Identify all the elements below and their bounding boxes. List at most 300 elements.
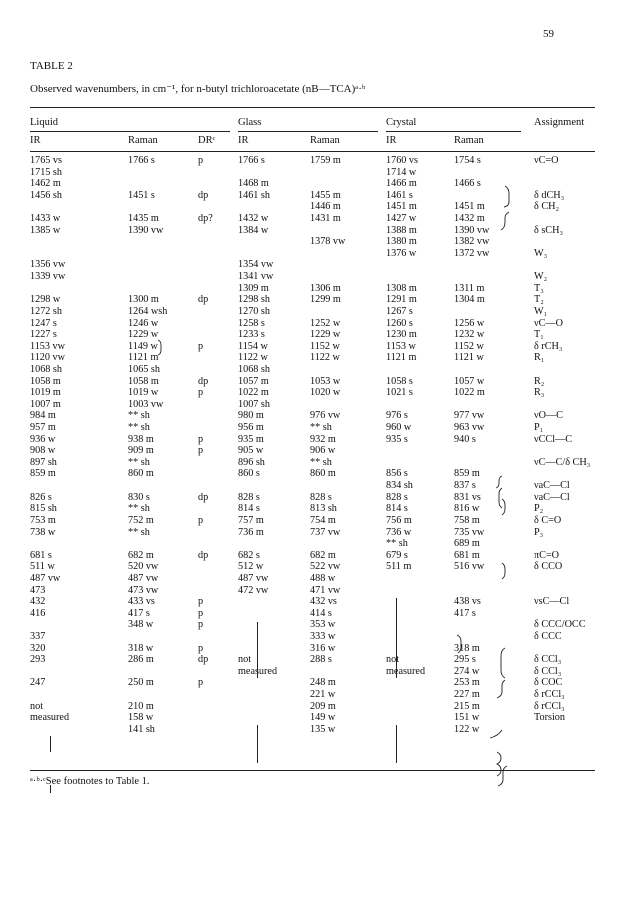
cell-glass-raman: 471 vw <box>310 584 341 596</box>
table-row <box>0 515 624 527</box>
bottom-rule <box>30 770 595 771</box>
brace-torsion <box>498 766 507 786</box>
table-row <box>0 376 624 388</box>
cell-glass-ir: 1461 sh <box>238 189 270 201</box>
cell-assignment: δ sCH₃ <box>534 224 564 236</box>
cell-crystal-raman: 516 vw <box>454 561 485 573</box>
cell-glass-ir: 757 m <box>238 514 264 526</box>
col-liquid-ir: IR <box>30 135 41 146</box>
table-row <box>0 283 624 295</box>
cell-assignment: νC=O <box>534 155 559 166</box>
cell-liquid-raman: 473 vw <box>128 584 159 596</box>
table-row <box>0 643 624 655</box>
header-rule <box>30 151 595 152</box>
cell-crystal-raman: 438 vs <box>454 596 481 608</box>
cell-glass-ir: 1298 sh <box>238 294 270 306</box>
cell-crystal-raman: 274 w <box>454 665 480 677</box>
table-row <box>0 213 624 225</box>
cell-glass-raman: 1306 m <box>310 282 341 294</box>
cell-liquid-ir: 511 w <box>30 561 55 573</box>
cell-liquid-raman: 682 m <box>128 549 154 561</box>
col-liquid-raman: Raman <box>128 135 158 146</box>
cell-liquid-raman: 1300 m <box>128 294 159 306</box>
cell-crystal-ir: 834 sh <box>386 480 413 492</box>
cell-assignment: R₃ <box>534 387 545 399</box>
table-caption: Observed wavenumbers, in cm⁻¹, for n-butyl trichloroacetate (nB—TCA)ᵃ·ᵇ <box>30 83 366 95</box>
cell-crystal-raman: 977 vw <box>454 410 485 422</box>
cell-liquid-raman: 1264 wsh <box>128 305 168 317</box>
cell-liquid-ir: 859 m <box>30 468 56 480</box>
cell-liquid-dr: p <box>198 340 204 352</box>
cell-assignment: δ CCC/OCC <box>534 619 586 631</box>
cell-liquid-ir: 247 <box>30 677 46 689</box>
cell-liquid-ir: 1058 m <box>30 375 61 387</box>
cell-crystal-ir: 1760 vs <box>386 155 418 166</box>
cell-liquid-ir: 1356 vw <box>30 259 66 271</box>
cell-glass-raman: 1053 w <box>310 375 341 387</box>
cell-liquid-dr: dp <box>198 654 209 666</box>
table-row <box>0 329 624 341</box>
cell-crystal-ir: ** sh <box>386 538 408 550</box>
cell-liquid-dr: p <box>198 155 204 166</box>
cell-assignment: T₃ <box>534 282 544 294</box>
table-row <box>0 190 624 202</box>
cell-glass-ir: 512 w <box>238 561 264 573</box>
cell-glass-raman: 976 vw <box>310 410 341 422</box>
cell-liquid-raman: 830 s <box>128 491 150 503</box>
cell-glass-ir: measured <box>238 665 278 677</box>
table-row <box>0 341 624 353</box>
cell-crystal-ir: 1153 w <box>386 340 416 352</box>
cell-crystal-ir: 976 s <box>386 410 408 422</box>
table-row <box>0 468 624 480</box>
cell-glass-ir: 828 s <box>238 491 260 503</box>
vline-crystal-ir <box>396 598 397 678</box>
cell-glass-raman: ** sh <box>310 456 332 468</box>
cell-crystal-raman: 735 vw <box>454 526 485 538</box>
cell-liquid-ir: 681 s <box>30 549 52 561</box>
cell-crystal-ir: 1376 w <box>386 247 417 259</box>
table-row <box>0 248 624 260</box>
cell-liquid-raman: 286 m <box>128 654 154 666</box>
table-row <box>0 434 624 446</box>
cell-glass-raman: 1152 w <box>310 340 340 352</box>
vline-glass-ir <box>257 622 258 678</box>
cell-crystal-ir: 1461 s <box>386 189 413 201</box>
cell-crystal-ir: 1121 m <box>386 352 417 364</box>
cell-crystal-ir: 511 m <box>386 561 412 573</box>
cell-crystal-raman: 122 w <box>454 723 480 735</box>
cell-crystal-raman: 1311 m <box>454 282 485 294</box>
cell-glass-raman: 1252 w <box>310 317 341 329</box>
table-row <box>0 364 624 376</box>
cell-crystal-raman: 681 m <box>454 549 480 561</box>
cell-liquid-dr: p <box>198 433 204 445</box>
cell-glass-raman: ** sh <box>310 422 332 434</box>
cell-crystal-ir: 935 s <box>386 433 408 445</box>
cell-assignment: δ CCl₃ <box>534 665 562 677</box>
cell-glass-raman: 828 s <box>310 491 332 503</box>
cell-assignment: νsC—Cl <box>534 596 570 608</box>
cell-liquid-dr: p <box>198 445 204 457</box>
cell-liquid-ir: 337 <box>30 630 46 642</box>
table-row <box>0 492 624 504</box>
table-row <box>0 689 624 701</box>
table-row <box>0 306 624 318</box>
cell-crystal-raman: 215 m <box>454 700 480 712</box>
cell-liquid-raman: ** sh <box>128 503 150 515</box>
cell-crystal-raman: 689 m <box>454 538 480 550</box>
cell-crystal-raman: 1382 vw <box>454 236 490 248</box>
cell-liquid-ir: 936 w <box>30 433 56 445</box>
cell-liquid-raman: ** sh <box>128 456 150 468</box>
table-row <box>0 550 624 562</box>
table-row <box>0 608 624 620</box>
table-row <box>0 167 624 179</box>
cell-crystal-ir: 1427 w <box>386 213 417 225</box>
vline-glass-ir-lower <box>257 725 258 763</box>
cell-crystal-raman: 1232 w <box>454 329 485 341</box>
top-rule <box>30 107 595 108</box>
table-row <box>0 724 624 736</box>
cell-crystal-ir: measured <box>386 665 426 677</box>
vline-crystal-ir-lower <box>396 725 397 763</box>
col-glass-ir: IR <box>238 135 249 146</box>
cell-crystal-ir: 1021 s <box>386 387 413 399</box>
table-row <box>0 585 624 597</box>
cell-crystal-raman: 1152 w <box>454 340 484 352</box>
cell-crystal-ir: 856 s <box>386 468 408 480</box>
table-row <box>0 236 624 248</box>
cell-assignment: νC—O <box>534 317 563 329</box>
cell-crystal-ir: 736 w <box>386 526 412 538</box>
table-body <box>0 155 624 735</box>
cell-assignment: P₂ <box>534 503 544 515</box>
col-liquid-dr: DRᶜ <box>198 135 216 146</box>
group-crystal: Crystal <box>386 117 417 128</box>
cell-assignment: νaC—Cl <box>534 491 570 503</box>
cell-assignment: R₁ <box>534 352 545 364</box>
cell-assignment: δ dCH₃ <box>534 189 565 201</box>
cell-liquid-ir: 487 vw <box>30 572 61 584</box>
cell-assignment: νO—C <box>534 410 563 422</box>
cell-glass-raman: 932 m <box>310 433 336 445</box>
table-row <box>0 259 624 271</box>
cell-liquid-ir: 1385 w <box>30 224 61 236</box>
cell-liquid-ir: not <box>30 700 44 712</box>
table-row <box>0 294 624 306</box>
cell-liquid-ir: 1715 sh <box>30 166 62 178</box>
cell-glass-ir: 1022 m <box>238 387 269 399</box>
cell-assignment: R₂ <box>534 375 545 387</box>
cell-glass-ir: 1432 w <box>238 213 269 225</box>
cell-glass-ir: 860 s <box>238 468 260 480</box>
cell-crystal-raman: 1256 w <box>454 317 485 329</box>
cell-liquid-ir: 815 sh <box>30 503 57 515</box>
cell-glass-raman: 432 vs <box>310 596 337 608</box>
cell-liquid-dr: dp <box>198 375 209 387</box>
cell-glass-raman: 1759 m <box>310 155 341 166</box>
group-glass: Glass <box>238 117 262 128</box>
cell-crystal-ir: 1380 m <box>386 236 417 248</box>
cell-liquid-ir: 416 <box>30 607 46 619</box>
cell-glass-raman: 248 m <box>310 677 336 689</box>
cell-liquid-ir: 908 w <box>30 445 56 457</box>
col-crystal-ir: IR <box>386 135 397 146</box>
cell-liquid-raman: ** sh <box>128 526 150 538</box>
cell-crystal-ir: 1451 m <box>386 201 417 213</box>
table-row <box>0 178 624 190</box>
cell-liquid-dr: p <box>198 514 204 526</box>
cell-crystal-ir: 1230 m <box>386 329 417 341</box>
cell-liquid-ir: 984 m <box>30 410 56 422</box>
cell-liquid-dr: dp <box>198 189 209 201</box>
table-row <box>0 480 624 492</box>
table-footnote: ᵃ·ᵇ·ᶜSee footnotes to Table 1. <box>30 776 150 787</box>
cell-liquid-raman: 1065 sh <box>128 363 160 375</box>
cell-glass-raman: 149 w <box>310 712 336 724</box>
page-number: 59 <box>543 28 554 40</box>
cell-glass-raman: 682 m <box>310 549 336 561</box>
cell-liquid-dr: p <box>198 387 204 399</box>
cell-glass-raman: 1020 w <box>310 387 341 399</box>
cell-assignment: δ CCl₃ <box>534 654 562 666</box>
cell-glass-raman: 1229 w <box>310 329 341 341</box>
cell-glass-ir: 1057 m <box>238 375 269 387</box>
cell-liquid-raman: 1121 m <box>128 352 159 364</box>
cell-glass-raman: 1431 m <box>310 213 341 225</box>
cell-liquid-raman: ** sh <box>128 422 150 434</box>
cell-crystal-raman: 1390 vw <box>454 224 490 236</box>
cell-assignment: T₁ <box>534 329 544 341</box>
table-row <box>0 318 624 330</box>
cell-liquid-dr: p <box>198 677 204 689</box>
cell-crystal-ir: 828 s <box>386 491 408 503</box>
table-row <box>0 654 624 666</box>
cell-glass-ir: 1007 sh <box>238 398 270 410</box>
cell-crystal-ir: 1308 m <box>386 282 417 294</box>
cell-liquid-ir: 1433 w <box>30 213 61 225</box>
table-row <box>0 352 624 364</box>
cell-crystal-raman: 1372 vw <box>454 247 490 259</box>
cell-liquid-raman: 1019 w <box>128 387 159 399</box>
cell-glass-raman: 221 w <box>310 689 336 701</box>
cell-liquid-ir: 320 <box>30 642 46 654</box>
cell-liquid-raman: 520 vw <box>128 561 159 573</box>
cell-liquid-raman: 318 w <box>128 642 154 654</box>
cell-liquid-ir: 1339 vw <box>30 271 66 283</box>
cell-liquid-raman: 1435 m <box>128 213 159 225</box>
cell-glass-ir: 1468 m <box>238 178 269 190</box>
cell-assignment: W₃ <box>534 247 548 259</box>
cell-glass-raman: 333 w <box>310 630 336 642</box>
cell-assignment: P₃ <box>534 526 544 538</box>
cell-glass-raman: 288 s <box>310 654 332 666</box>
cell-crystal-raman: 1121 w <box>454 352 484 364</box>
table-row <box>0 445 624 457</box>
cell-liquid-raman: 1003 vw <box>128 398 164 410</box>
table-row <box>0 561 624 573</box>
cell-glass-raman: 209 m <box>310 700 336 712</box>
cell-crystal-raman: 859 m <box>454 468 480 480</box>
cell-liquid-raman: 1246 w <box>128 317 159 329</box>
cell-glass-ir: 1354 vw <box>238 259 274 271</box>
cell-liquid-dr: p <box>198 607 204 619</box>
cell-assignment: Torsion <box>534 712 565 724</box>
cell-liquid-dr: dp? <box>198 213 213 225</box>
cell-liquid-dr: p <box>198 596 204 608</box>
cell-liquid-raman: 1390 vw <box>128 224 164 236</box>
cell-glass-raman: 522 vw <box>310 561 341 573</box>
table-row <box>0 422 624 434</box>
vline-liquid-ir <box>50 736 51 752</box>
table-row <box>0 410 624 422</box>
cell-glass-ir: 472 vw <box>238 584 269 596</box>
cell-assignment: δ rCH₃ <box>534 340 563 352</box>
cell-glass-ir: 487 vw <box>238 572 269 584</box>
table-row <box>0 503 624 515</box>
cell-liquid-raman: 860 m <box>128 468 154 480</box>
cell-liquid-ir: 738 w <box>30 526 56 538</box>
table-row <box>0 677 624 689</box>
cell-assignment: δ CCO <box>534 561 563 573</box>
cell-crystal-ir: 1058 s <box>386 375 413 387</box>
cell-liquid-ir: 1247 s <box>30 317 57 329</box>
cell-crystal-ir: 1291 m <box>386 294 417 306</box>
cell-glass-ir: 682 s <box>238 549 260 561</box>
cell-glass-ir: 896 sh <box>238 456 265 468</box>
cell-crystal-ir: 756 m <box>386 514 412 526</box>
cell-crystal-raman: 227 m <box>454 689 480 701</box>
cell-glass-raman: 813 sh <box>310 503 337 515</box>
cell-glass-raman: 906 w <box>310 445 336 457</box>
cell-glass-ir: 1258 s <box>238 317 265 329</box>
cell-liquid-raman: 909 m <box>128 445 154 457</box>
cell-assignment: δ CCC <box>534 630 562 642</box>
cell-liquid-dr: dp <box>198 491 209 503</box>
cell-crystal-ir: not <box>386 654 400 666</box>
cell-glass-ir: 1766 s <box>238 155 265 166</box>
cell-liquid-ir: 1456 sh <box>30 189 62 201</box>
table-row <box>0 387 624 399</box>
cell-crystal-raman: 758 m <box>454 514 480 526</box>
cell-crystal-raman: 963 vw <box>454 422 485 434</box>
cell-crystal-raman: 318 m <box>454 642 480 654</box>
cell-assignment: δ COC <box>534 677 563 689</box>
cell-crystal-raman: 816 w <box>454 503 480 515</box>
cell-liquid-ir: 1007 m <box>30 398 61 410</box>
cell-liquid-ir: 897 sh <box>30 456 57 468</box>
cell-crystal-raman: 1432 m <box>454 213 485 225</box>
cell-liquid-raman: 1766 s <box>128 155 155 166</box>
cell-liquid-ir: 957 m <box>30 422 56 434</box>
cell-crystal-ir: 960 w <box>386 422 412 434</box>
table-row <box>0 527 624 539</box>
cell-crystal-raman: 1022 m <box>454 387 485 399</box>
cell-liquid-dr: p <box>198 642 204 654</box>
cell-glass-raman: 1446 m <box>310 201 341 213</box>
cell-assignment: νaC—Cl <box>534 480 570 492</box>
cell-crystal-raman: 295 s <box>454 654 476 666</box>
cell-crystal-raman: 1057 w <box>454 375 485 387</box>
cell-crystal-ir: 1466 m <box>386 178 417 190</box>
cell-liquid-ir: 432 <box>30 596 46 608</box>
cell-glass-ir: 1154 w <box>238 340 268 352</box>
cell-crystal-ir: 1267 s <box>386 305 413 317</box>
cell-crystal-raman: 253 m <box>454 677 480 689</box>
cell-liquid-raman: 938 m <box>128 433 154 445</box>
table-label: TABLE 2 <box>30 60 73 72</box>
cell-glass-ir: 980 m <box>238 410 264 422</box>
cell-glass-raman: 488 w <box>310 572 336 584</box>
cell-glass-raman: 860 m <box>310 468 336 480</box>
cell-liquid-ir: 1019 m <box>30 387 61 399</box>
cell-liquid-dr: dp <box>198 294 209 306</box>
col-crystal-raman: Raman <box>454 135 484 146</box>
cell-glass-raman: 754 m <box>310 514 336 526</box>
cell-crystal-ir: 1388 m <box>386 224 417 236</box>
cell-glass-ir: 956 m <box>238 422 264 434</box>
table-row <box>0 271 624 283</box>
cell-glass-ir: 935 m <box>238 433 264 445</box>
cell-assignment: δ CH₂ <box>534 201 560 213</box>
cell-glass-raman: 414 s <box>310 607 332 619</box>
cell-crystal-ir: 1714 w <box>386 166 417 178</box>
cell-crystal-raman: 1466 s <box>454 178 481 190</box>
cell-glass-ir: 814 s <box>238 503 260 515</box>
cell-liquid-raman: 1149 w <box>128 340 158 352</box>
cell-glass-ir: 1341 vw <box>238 271 274 283</box>
cell-crystal-ir: 679 s <box>386 549 408 561</box>
cell-liquid-ir: 1272 sh <box>30 305 62 317</box>
table-row <box>0 201 624 213</box>
cell-assignment: P₁ <box>534 422 544 434</box>
cell-crystal-raman: 837 s <box>454 480 476 492</box>
cell-crystal-raman: 151 w <box>454 712 480 724</box>
table-row <box>0 155 624 167</box>
cell-glass-raman: 1299 m <box>310 294 341 306</box>
cell-assignment: πC=O <box>534 549 560 561</box>
group-rule-liquid <box>30 131 230 132</box>
group-rule-glass <box>238 131 378 132</box>
table-row <box>0 712 624 724</box>
cell-liquid-ir: 1462 m <box>30 178 61 190</box>
cell-glass-raman: 353 w <box>310 619 336 631</box>
cell-crystal-ir: 814 s <box>386 503 408 515</box>
cell-glass-ir: 1068 sh <box>238 363 270 375</box>
table-row <box>0 573 624 585</box>
cell-assignment: T₂ <box>534 294 544 306</box>
cell-assignment: δ C=O <box>534 514 562 526</box>
cell-glass-raman: 1455 m <box>310 189 341 201</box>
cell-liquid-raman: 1058 m <box>128 375 159 387</box>
cell-glass-raman: 1122 w <box>310 352 340 364</box>
cell-liquid-raman: 417 s <box>128 607 150 619</box>
cell-liquid-ir: 473 <box>30 584 46 596</box>
group-rule-crystal <box>386 131 521 132</box>
cell-glass-raman: 316 w <box>310 642 336 654</box>
cell-liquid-raman: 210 m <box>128 700 154 712</box>
cell-liquid-raman: ** sh <box>128 410 150 422</box>
cell-liquid-ir: 1153 vw <box>30 340 65 352</box>
table-row <box>0 457 624 469</box>
cell-liquid-ir: 1227 s <box>30 329 57 341</box>
cell-glass-raman: 135 w <box>310 723 336 735</box>
cell-assignment: νCCl—C <box>534 433 573 445</box>
cell-glass-ir: 1233 s <box>238 329 265 341</box>
cell-liquid-ir: 753 m <box>30 514 56 526</box>
table-row <box>0 631 624 643</box>
